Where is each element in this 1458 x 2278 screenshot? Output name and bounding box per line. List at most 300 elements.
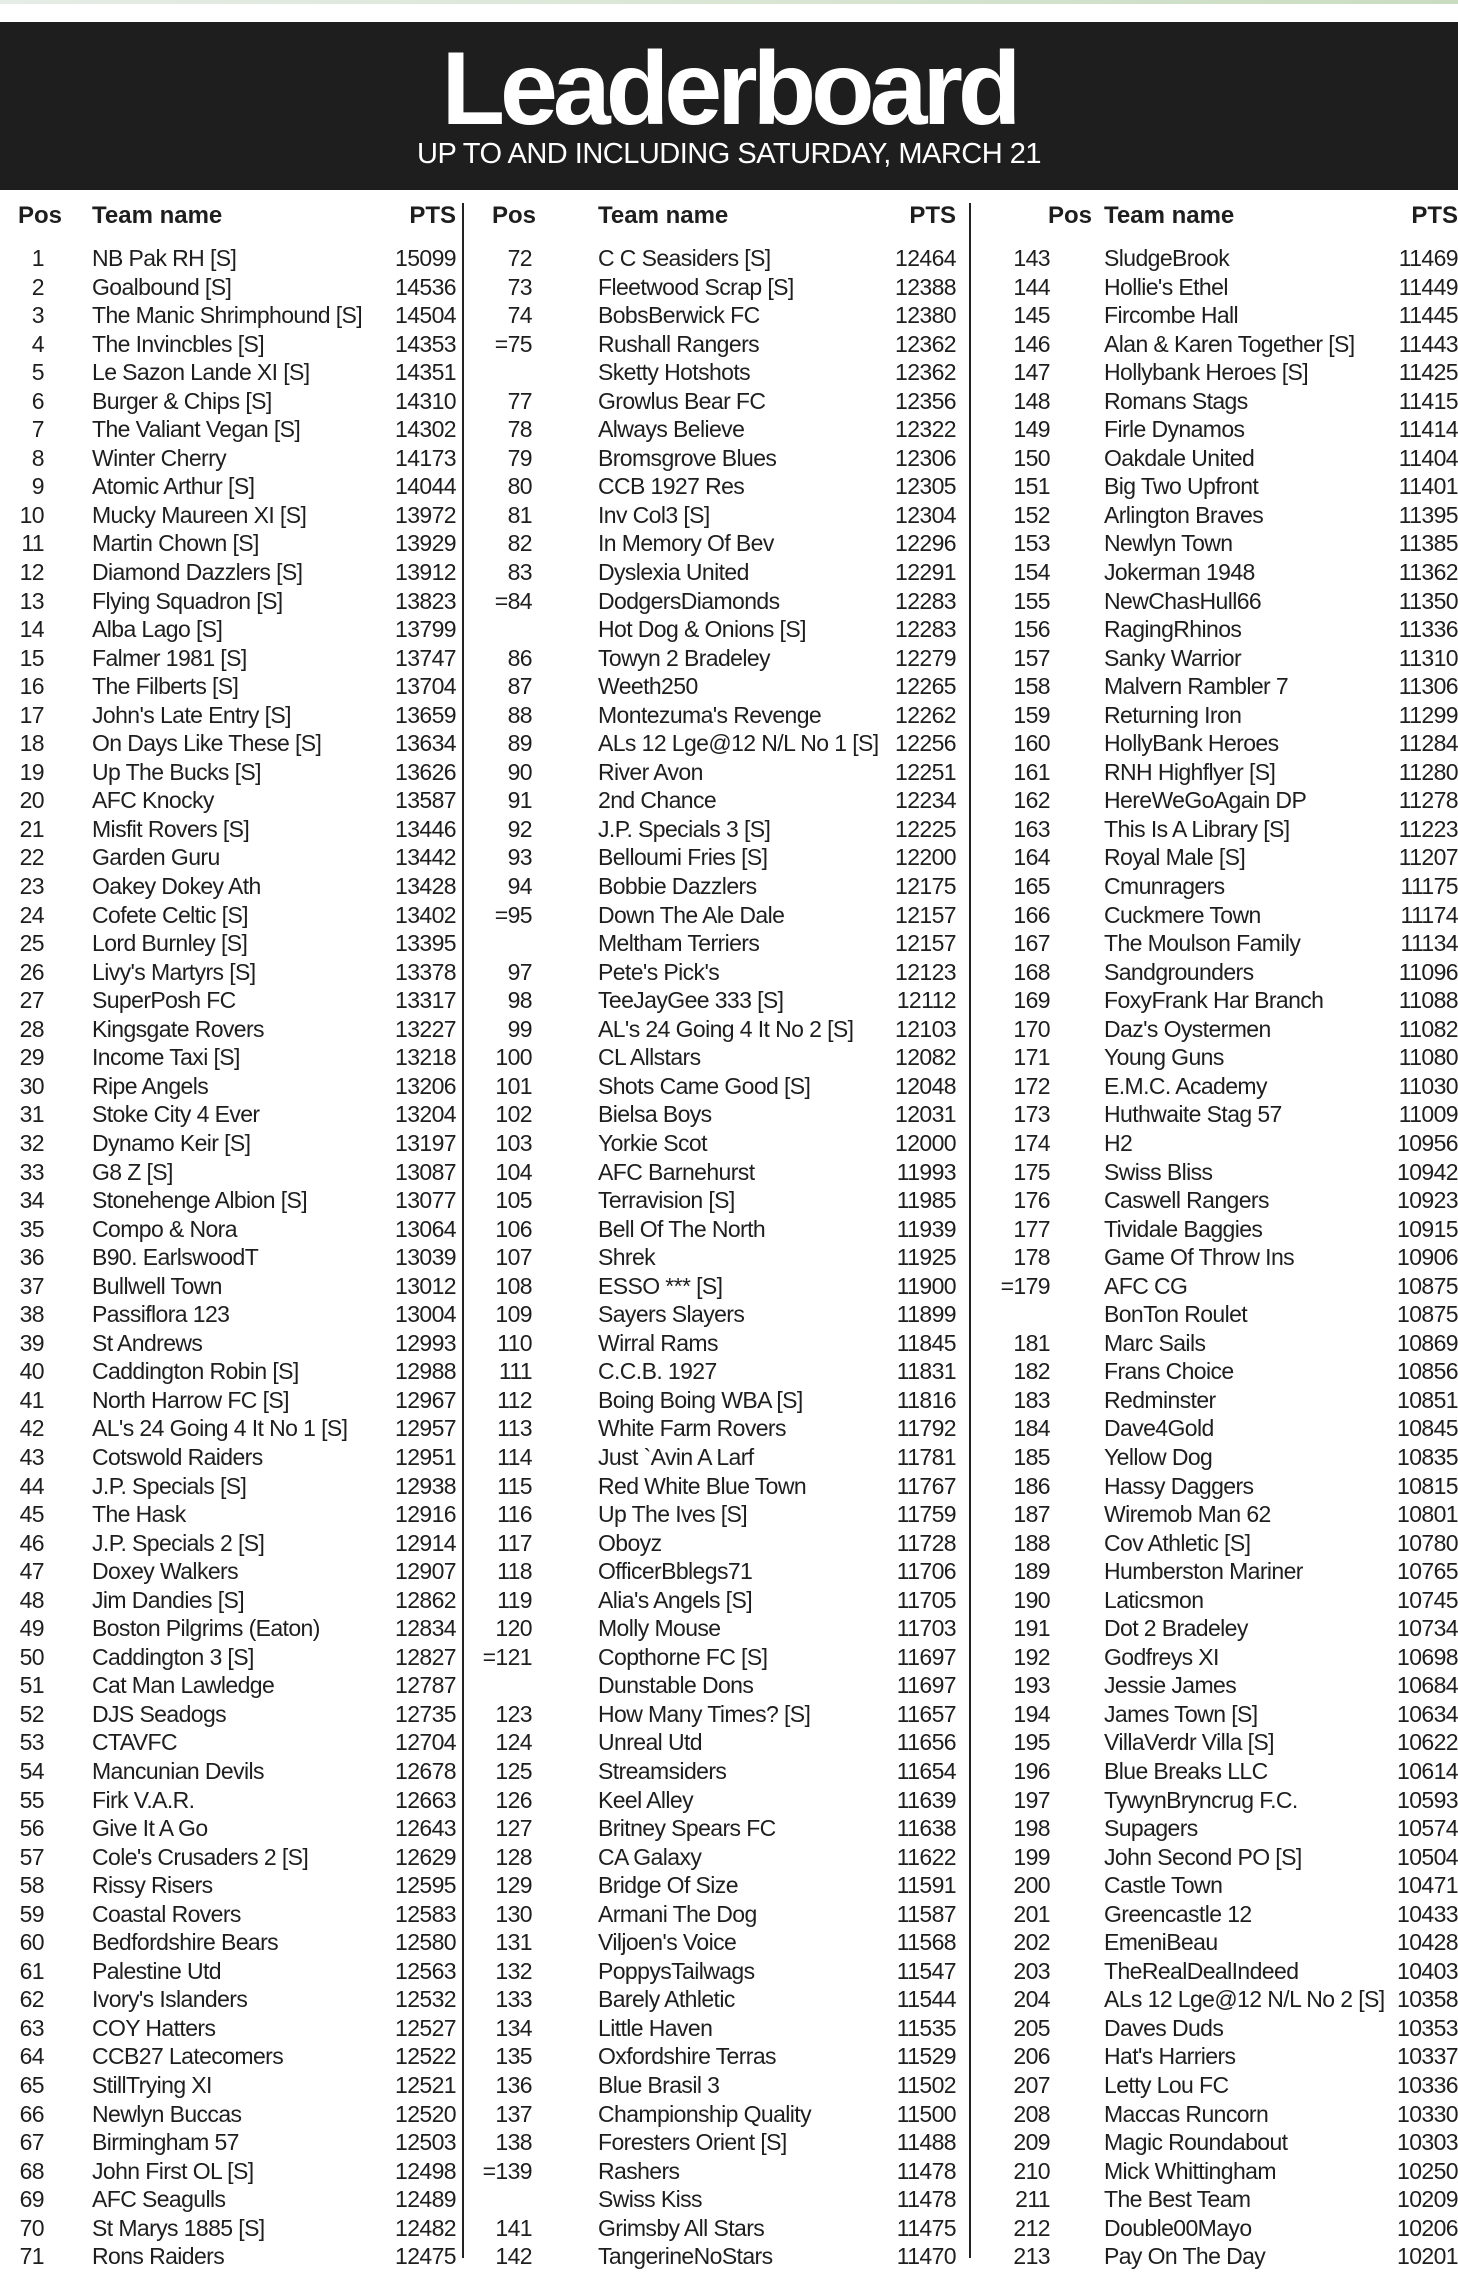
team-name-cell: Shots Came Good [S]	[598, 1072, 811, 1099]
rank-cell: 48	[19, 1586, 44, 1613]
page-title: Leaderboard	[441, 31, 1017, 147]
rank-cell: 103	[495, 1129, 532, 1156]
rank-cell: 110	[497, 1329, 532, 1356]
table-row	[0, 1043, 462, 1072]
table-row	[0, 901, 462, 930]
table-row	[0, 815, 462, 844]
points-cell: 10835	[1397, 1443, 1458, 1470]
table-row	[464, 529, 968, 558]
rank-cell: 46	[19, 1529, 44, 1556]
rank-cell: 199	[1013, 1843, 1050, 1870]
team-name-cell: FoxyFrank Har Branch	[1104, 987, 1324, 1014]
rank-cell: 131	[495, 1929, 532, 1956]
team-name-cell: Fircombe Hall	[1104, 302, 1239, 329]
rank-cell: 97	[507, 958, 532, 985]
team-name-cell: Swiss Kiss	[598, 2186, 702, 2213]
table-row	[464, 758, 968, 787]
table-row	[0, 843, 462, 872]
table-row	[0, 986, 462, 1015]
team-name-cell: Fleetwood Scrap [S]	[598, 273, 794, 300]
team-name-cell: DJS Seadogs	[92, 1700, 227, 1727]
team-name-cell: This Is A Library [S]	[1104, 815, 1290, 842]
points-cell: 14044	[395, 473, 456, 500]
team-name-cell: Diamond Dazzlers [S]	[92, 559, 303, 586]
table-row	[972, 672, 1458, 701]
team-name-cell: Compo & Nora	[92, 1215, 237, 1242]
header-pos: Pos	[1048, 202, 1093, 229]
team-name-cell: CCB27 Latecomers	[92, 2043, 284, 2070]
team-name-cell: Bridge Of Size	[598, 1872, 738, 1899]
team-name-cell: Goalbound [S]	[92, 273, 232, 300]
points-cell: 11395	[1398, 501, 1458, 528]
points-cell: 11310	[1398, 644, 1458, 671]
table-row	[972, 1158, 1458, 1187]
points-cell: 11925	[896, 1244, 956, 1271]
rank-cell: 27	[19, 987, 44, 1014]
points-cell: 11174	[1400, 901, 1458, 928]
rank-cell: 129	[495, 1872, 532, 1899]
points-cell: 10337	[1397, 2043, 1458, 2070]
table-row	[464, 2128, 968, 2157]
team-name-cell: Alia's Angels [S]	[598, 1586, 753, 1613]
table-row	[464, 1529, 968, 1558]
team-name-cell: White Farm Rovers	[598, 1415, 786, 1442]
team-name-cell: Garden Guru	[92, 844, 220, 871]
points-cell: 12123	[895, 958, 956, 985]
rank-cell: 168	[1013, 958, 1050, 985]
table-row	[0, 644, 462, 673]
points-cell: 12629	[395, 1843, 456, 1870]
team-name-cell: Double00Mayo	[1104, 2214, 1252, 2241]
table-row	[0, 1985, 462, 2014]
points-cell: 14353	[395, 330, 456, 357]
points-cell: 10250	[1397, 2157, 1458, 2184]
table-row	[0, 2014, 462, 2043]
team-name-cell: NB Pak RH [S]	[92, 245, 237, 271]
points-cell: 12787	[395, 1672, 456, 1699]
table-row	[972, 1414, 1458, 1443]
team-name-cell: Young Guns	[1104, 1044, 1224, 1071]
points-cell: 13626	[395, 758, 456, 785]
rank-cell: =75	[494, 330, 532, 357]
table-row	[972, 1957, 1458, 1986]
rank-cell: 87	[507, 673, 532, 700]
rank-cell: =95	[494, 901, 532, 928]
points-cell: 12291	[895, 559, 956, 586]
team-name-cell: River Avon	[598, 758, 703, 785]
points-cell: 10856	[1397, 1358, 1458, 1385]
team-name-cell: Lord Burnley [S]	[92, 930, 248, 957]
points-cell: 11175	[1400, 873, 1458, 900]
table-row	[972, 587, 1458, 616]
team-name-cell: AL's 24 Going 4 It No 1 [S]	[92, 1415, 348, 1442]
team-name-cell: Copthorne FC [S]	[598, 1643, 768, 1670]
team-name-cell: Tividale Baggies	[1104, 1215, 1263, 1242]
points-cell: 12663	[395, 1786, 456, 1813]
team-name-cell: Mucky Maureen XI [S]	[92, 501, 307, 528]
header-pts: PTS	[1411, 202, 1458, 229]
table-row	[972, 786, 1458, 815]
table-row	[464, 1186, 968, 1215]
rank-cell: 138	[495, 2129, 532, 2156]
rank-cell: 175	[1013, 1158, 1050, 1185]
leaderboard-rows	[464, 244, 968, 2271]
table-row	[0, 1100, 462, 1129]
team-name-cell: Mick Whittingham	[1104, 2157, 1276, 2184]
rank-cell: 91	[507, 787, 532, 814]
rank-cell: 171	[1013, 1044, 1050, 1071]
table-row	[0, 1186, 462, 1215]
table-row	[0, 1614, 462, 1643]
header-pts: PTS	[409, 202, 456, 229]
team-name-cell: Dunstable Dons	[598, 1672, 754, 1699]
points-cell: 14536	[395, 273, 456, 300]
rank-cell: 174	[1013, 1129, 1050, 1156]
table-row	[0, 244, 462, 273]
team-name-cell: Wirral Rams	[598, 1329, 718, 1356]
rank-cell: 197	[1013, 1786, 1050, 1813]
points-cell: 11529	[896, 2043, 956, 2070]
rank-cell: 200	[1013, 1872, 1050, 1899]
table-row	[0, 1129, 462, 1158]
table-row	[464, 472, 968, 501]
rank-cell: 88	[507, 701, 532, 728]
points-cell: 12988	[395, 1358, 456, 1385]
rank-cell: 30	[19, 1072, 44, 1099]
rank-cell: 136	[495, 2072, 532, 2098]
rank-cell: =139	[482, 2157, 532, 2184]
table-row	[972, 2071, 1458, 2100]
points-cell: 11299	[1398, 701, 1458, 728]
team-name-cell: St Andrews	[92, 1329, 203, 1356]
rank-cell: 19	[19, 758, 44, 785]
rank-cell: 176	[1013, 1187, 1050, 1214]
rank-cell: 99	[507, 1015, 532, 1042]
points-cell: 11088	[1398, 987, 1458, 1014]
points-cell: 12563	[395, 1957, 456, 1984]
team-name-cell: CA Galaxy	[598, 1843, 702, 1870]
table-row	[0, 301, 462, 330]
table-row	[972, 2242, 1458, 2271]
table-row	[972, 644, 1458, 673]
rank-cell: =84	[494, 587, 532, 614]
rank-cell: 184	[1013, 1415, 1050, 1442]
table-row	[0, 929, 462, 958]
team-name-cell: Belloumi Fries [S]	[598, 844, 768, 871]
table-row	[972, 244, 1458, 273]
points-cell: 11759	[896, 1501, 956, 1528]
rank-cell: 1	[31, 245, 44, 271]
table-row	[464, 1386, 968, 1415]
rank-cell: 90	[507, 758, 532, 785]
team-name-cell: Cmunragers	[1104, 873, 1225, 900]
rank-cell: 69	[19, 2186, 44, 2213]
points-cell: 12251	[895, 758, 956, 785]
team-name-cell: Bedfordshire Bears	[92, 1929, 279, 1956]
rank-cell: 22	[19, 844, 44, 871]
team-name-cell: The Invincbles [S]	[92, 330, 265, 357]
points-cell: 12498	[395, 2157, 456, 2184]
table-row	[464, 2157, 968, 2186]
team-name-cell: Wiremob Man 62	[1104, 1501, 1271, 1528]
rank-cell: 191	[1013, 1615, 1050, 1642]
rank-cell: 65	[19, 2072, 44, 2098]
team-name-cell: ALs 12 Lge@12 N/L No 1 [S]	[598, 730, 879, 757]
rank-cell	[464, 929, 532, 958]
rank-cell: 94	[507, 873, 532, 900]
team-name-cell: Sanky Warrior	[1104, 644, 1242, 671]
team-name-cell: Income Taxi [S]	[92, 1044, 240, 1071]
team-name-cell: Oboyz	[598, 1529, 662, 1556]
team-name-cell: TheRealDealIndeed	[1104, 1957, 1299, 1984]
rank-cell: 106	[495, 1215, 532, 1242]
points-cell: 12520	[395, 2100, 456, 2127]
table-row	[972, 1443, 1458, 1472]
table-row	[972, 2128, 1458, 2157]
table-row	[464, 1043, 968, 1072]
table-row	[972, 2157, 1458, 2186]
rank-cell: 52	[19, 1700, 44, 1727]
points-cell: 10851	[1397, 1386, 1458, 1413]
team-name-cell: Doxey Walkers	[92, 1558, 238, 1585]
table-row	[0, 1300, 462, 1329]
table-row	[464, 1728, 968, 1757]
team-name-cell: Palestine Utd	[92, 1957, 221, 1984]
rank-cell: 80	[507, 473, 532, 500]
table-row	[0, 1728, 462, 1757]
rank-cell: 78	[507, 416, 532, 443]
team-name-cell: North Harrow FC [S]	[92, 1386, 289, 1413]
points-cell: 11469	[1398, 245, 1458, 271]
table-row	[0, 786, 462, 815]
points-cell: 11502	[896, 2072, 956, 2098]
table-row	[972, 1928, 1458, 1957]
team-name-cell: Huthwaite Stag 57	[1104, 1101, 1282, 1128]
table-row	[464, 1614, 968, 1643]
points-cell: 11336	[1398, 616, 1458, 643]
rank-cell: 44	[19, 1472, 44, 1499]
leaderboard-rows	[0, 244, 462, 2271]
team-name-cell: Barely Athletic	[598, 1986, 735, 2013]
points-cell: 13206	[395, 1072, 456, 1099]
table-row	[972, 986, 1458, 1015]
team-name-cell: Championship Quality	[598, 2100, 812, 2127]
points-cell: 11445	[1398, 302, 1458, 329]
table-row	[464, 1957, 968, 1986]
rank-cell: 38	[19, 1301, 44, 1328]
points-cell: 11568	[896, 1929, 956, 1956]
team-name-cell: Inv Col3 [S]	[598, 501, 710, 528]
points-cell: 11535	[896, 2014, 956, 2041]
table-row	[972, 1871, 1458, 1900]
table-row	[464, 729, 968, 758]
team-name-cell: Martin Chown [S]	[92, 530, 259, 557]
rank-cell: 35	[19, 1215, 44, 1242]
rank-cell	[972, 1300, 1050, 1329]
points-cell: 12031	[895, 1101, 956, 1128]
team-name-cell: EmeniBeau	[1104, 1929, 1218, 1956]
team-name-cell: 2nd Chance	[598, 787, 717, 814]
points-cell: 11280	[1398, 758, 1458, 785]
team-name-cell: VillaVerdr Villa [S]	[1104, 1729, 1274, 1756]
table-row	[464, 1414, 968, 1443]
points-cell: 12234	[895, 787, 956, 814]
points-cell: 12993	[395, 1329, 456, 1356]
rank-cell: 47	[19, 1558, 44, 1585]
table-row	[464, 2100, 968, 2129]
team-name-cell: Supagers	[1104, 1815, 1198, 1842]
table-row	[464, 1871, 968, 1900]
table-row	[464, 1643, 968, 1672]
table-row	[464, 1100, 968, 1129]
points-cell: 11425	[1398, 359, 1458, 386]
table-row	[0, 2157, 462, 2186]
table-row	[0, 1843, 462, 1872]
team-name-cell: Letty Lou FC	[1104, 2072, 1229, 2098]
team-name-cell: CTAVFC	[92, 1729, 177, 1756]
table-row	[464, 701, 968, 730]
table-row	[0, 758, 462, 787]
table-row	[464, 2242, 968, 2271]
team-name-cell: Cat Man Lawledge	[92, 1672, 275, 1699]
table-row	[464, 1786, 968, 1815]
table-row	[972, 872, 1458, 901]
team-name-cell: John Second PO [S]	[1104, 1843, 1302, 1870]
table-row	[0, 1072, 462, 1101]
points-cell: 10428	[1397, 1929, 1458, 1956]
table-row	[0, 415, 462, 444]
team-name-cell: Godfreys XI	[1104, 1643, 1219, 1670]
table-row	[0, 2242, 462, 2271]
table-row	[464, 1814, 968, 1843]
table-row	[464, 244, 968, 273]
team-name-cell: Burger & Chips [S]	[92, 387, 272, 414]
points-cell: 10574	[1397, 1815, 1458, 1842]
team-name-cell: RagingRhinos	[1104, 616, 1242, 643]
points-cell: 12522	[395, 2043, 456, 2070]
points-cell: 11544	[896, 1986, 956, 2013]
team-name-cell: Sayers Slayers	[598, 1301, 745, 1328]
team-name-cell: AFC CG	[1104, 1272, 1188, 1299]
table-row	[972, 529, 1458, 558]
rank-cell: 102	[495, 1101, 532, 1128]
rank-cell: 213	[1013, 2243, 1050, 2270]
team-name-cell: Caswell Rangers	[1104, 1187, 1269, 1214]
top-rule	[0, 0, 1458, 4]
points-cell: 10875	[1397, 1272, 1458, 1299]
table-row	[464, 2042, 968, 2071]
rank-cell: 114	[497, 1443, 532, 1470]
table-row	[464, 444, 968, 473]
points-cell: 12265	[895, 673, 956, 700]
points-cell: 11415	[1398, 387, 1458, 414]
points-cell: 10780	[1397, 1529, 1458, 1556]
rank-cell: 41	[19, 1386, 44, 1413]
points-cell: 11816	[896, 1386, 956, 1413]
team-name-cell: B90. EarlswoodT	[92, 1244, 259, 1271]
rank-cell: 50	[19, 1643, 44, 1670]
rank-cell: 164	[1013, 844, 1050, 871]
team-name-cell: Hassy Daggers	[1104, 1472, 1254, 1499]
team-name-cell: Jim Dandies [S]	[92, 1586, 245, 1613]
points-cell: 12907	[395, 1558, 456, 1585]
table-row	[972, 843, 1458, 872]
team-name-cell: HollyBank Heroes	[1104, 730, 1279, 757]
table-row	[464, 1272, 968, 1301]
rank-cell: 60	[19, 1929, 44, 1956]
points-cell: 12735	[395, 1700, 456, 1727]
points-cell: 11306	[1398, 673, 1458, 700]
table-row	[464, 1472, 968, 1501]
rank-cell: 205	[1013, 2014, 1050, 2041]
table-row	[972, 1728, 1458, 1757]
team-name-cell: Castle Town	[1104, 1872, 1223, 1899]
team-name-cell: CL Allstars	[598, 1044, 701, 1071]
points-cell: 10336	[1397, 2072, 1458, 2098]
rank-cell: 145	[1013, 302, 1050, 329]
points-cell: 12304	[895, 501, 956, 528]
points-cell: 11622	[896, 1843, 956, 1870]
table-row	[0, 1814, 462, 1843]
table-row	[464, 672, 968, 701]
team-name-cell: Weeth250	[598, 673, 698, 700]
rank-cell: 148	[1013, 387, 1050, 414]
points-cell: 12503	[395, 2129, 456, 2156]
points-cell: 15099	[395, 245, 456, 271]
rank-cell: 204	[1013, 1986, 1050, 2013]
rank-cell: 211	[1015, 2186, 1050, 2213]
points-cell: 11096	[1398, 958, 1458, 985]
rank-cell: 207	[1013, 2072, 1050, 2098]
points-cell: 10745	[1397, 1586, 1458, 1613]
team-name-cell: Rissy Risers	[92, 1872, 213, 1899]
team-name-cell: Hollybank Heroes [S]	[1104, 359, 1309, 386]
points-cell: 11443	[1398, 330, 1458, 357]
team-name-cell: Royal Male [S]	[1104, 844, 1246, 871]
team-name-cell: Le Sazon Lande XI [S]	[92, 359, 310, 386]
team-name-cell: Bromsgrove Blues	[598, 444, 777, 471]
team-name-cell: Birmingham 57	[92, 2129, 239, 2156]
points-cell: 12082	[895, 1044, 956, 1071]
team-name-cell: Passiflora 123	[92, 1301, 230, 1328]
team-name-cell: John First OL [S]	[92, 2157, 254, 2184]
rank-cell: 64	[19, 2043, 44, 2070]
rank-cell: 193	[1013, 1672, 1050, 1699]
team-name-cell: J.P. Specials [S]	[92, 1472, 247, 1499]
points-cell: 11080	[1398, 1044, 1458, 1071]
team-name-cell: Oakey Dokey Ath	[92, 873, 261, 900]
rank-cell: 169	[1013, 987, 1050, 1014]
rank-cell: 77	[507, 387, 532, 414]
table-row	[972, 1614, 1458, 1643]
team-name-cell: Oakdale United	[1104, 444, 1255, 471]
team-name-cell: C C Seasiders [S]	[598, 245, 771, 271]
team-name-cell: The Valiant Vegan [S]	[92, 416, 301, 443]
table-row	[464, 1329, 968, 1358]
team-name-cell: Dave4Gold	[1104, 1415, 1214, 1442]
team-name-cell: NewChasHull66	[1104, 587, 1262, 614]
points-cell: 13446	[395, 815, 456, 842]
team-name-cell: Bell Of The North	[598, 1215, 766, 1242]
table-row	[464, 1557, 968, 1586]
rank-cell: 113	[497, 1415, 532, 1442]
points-cell: 11985	[896, 1187, 956, 1214]
rank-cell: 23	[19, 873, 44, 900]
table-row	[464, 1900, 968, 1929]
points-cell: 10915	[1397, 1215, 1458, 1242]
rank-cell: 107	[495, 1244, 532, 1271]
points-cell: 11478	[896, 2157, 956, 2184]
